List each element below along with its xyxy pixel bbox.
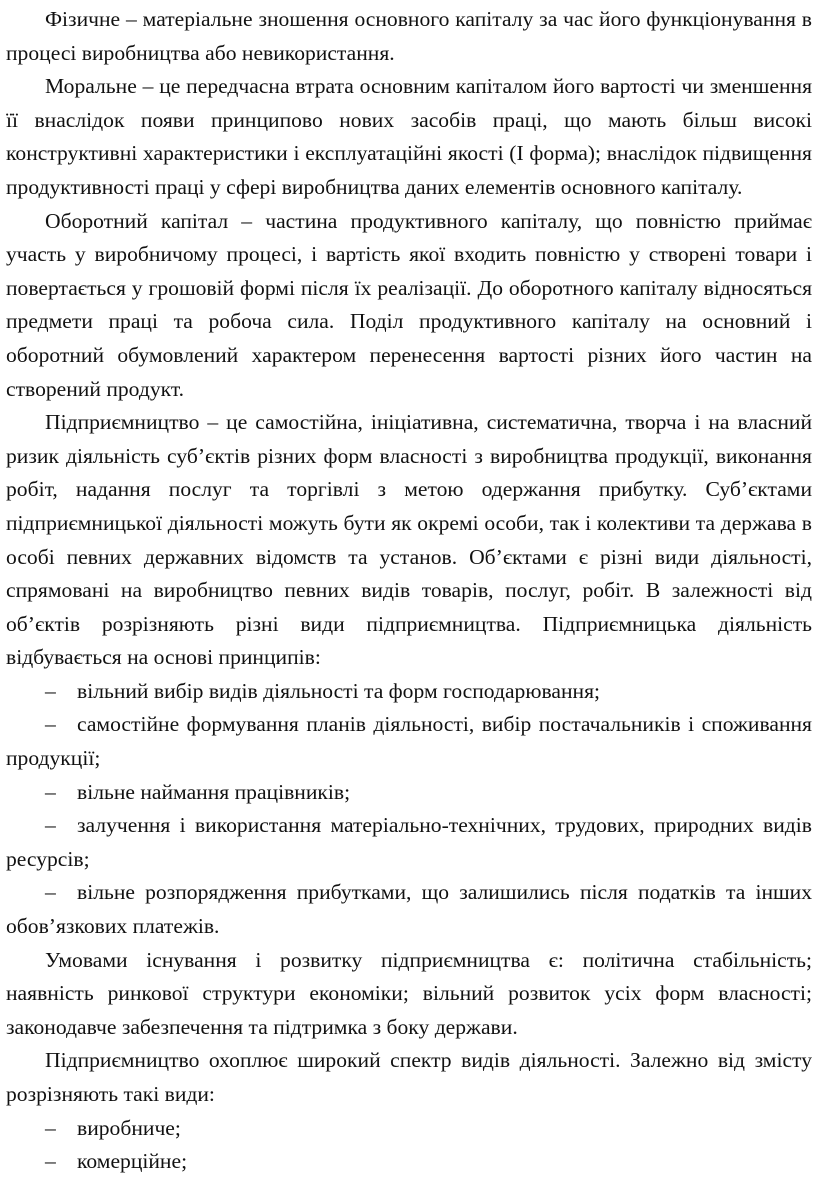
list-item xyxy=(6,1145,812,1179)
list-item-text: виробниче; xyxy=(77,1115,181,1140)
list-item xyxy=(6,809,812,876)
list-item xyxy=(6,708,812,775)
list-item xyxy=(6,776,812,810)
list-item-text: вільне наймання працівників; xyxy=(77,779,351,804)
dash-marker: – xyxy=(45,1115,56,1140)
paragraph-physical-wear: Фізичне – матеріальне зношення основного капіталу за час його функціонування в процесі виробництва або невикористання. xyxy=(6,7,812,65)
paragraph-moral-wear: Моральне – це передчасна втрата основним капіталом його вартості чи зменшення її внаслідок появи принципово нових засобів праці, що мають більш високі конструктивні характеристики і експлуатаційні якості (І форма); внаслідок підвищення продуктивності праці у сфері виробництва даних елементів основного капіталу. xyxy=(6,74,812,199)
dash-marker: – xyxy=(45,779,56,804)
list-item-text: самостійне формування планів діяльності, вибір постачальників і споживання продукції; xyxy=(6,712,812,771)
dash-marker: – xyxy=(45,678,56,703)
paragraph-types-intro: Підприємництво охоплює широкий спектр видів діяльності. Залежно від змісту розрізняють такі види: xyxy=(6,1048,812,1106)
paragraph-working-capital: Оборотний капітал – частина продуктивного капіталу, що повністю приймає участь у виробничому процесі, і вартість якої входить повністю у створені товари і повертається у грошовій формі після їх реалізації. До оборотного капіталу відносяться предмети праці та робоча сила. Поділ продуктивного капіталу на основний і оборотний обумовлений характером перенесення вартості різних його частин на створений продукт. xyxy=(6,208,812,401)
list-item xyxy=(6,1112,812,1146)
list-item-text: залучення і використання матеріально-технічних, трудових, природних видів ресурсів; xyxy=(6,813,812,871)
list-item xyxy=(6,876,812,943)
dash-marker: – xyxy=(45,1149,56,1174)
list-item-text: вільне розпорядження прибутками, що залишились після податків та інших обов’язкових платежів. xyxy=(6,880,812,939)
dash-marker: – xyxy=(45,880,56,905)
paragraph-entrepreneurship: Підприємництво – це самостійна, ініціативна, систематична, творча і на власний ризик діяльність суб’єктів різних форм власності з виробництва продукції, виконання робіт, надання послуг та торгівлі з метою одержання прибутку. Суб’єктами підприємницької діяльності можуть бути як окремі особи, так і колективи та держава в особі певних державних відомств та установ. Об’єктами є різні види діяльності, спрямовані на виробництво певних видів товарів, послуг, робіт. В залежності від об’єктів розрізняють різні види підприємництва. Підприємницька діяльність відбувається на основі принципів: xyxy=(6,410,812,670)
principles-list xyxy=(6,675,812,944)
paragraph-conditions: Умовами існування і розвитку підприємництва є: політична стабільність; наявність ринкової структури економіки; вільний розвиток усіх форм власності; законодавче забезпечення та підтримка з боку держави. xyxy=(6,947,812,1039)
types-list xyxy=(6,1112,812,1179)
dash-marker: – xyxy=(45,813,56,838)
dash-marker: – xyxy=(45,712,56,737)
list-item xyxy=(6,675,812,709)
list-item-text: комерційне; xyxy=(77,1149,188,1174)
list-item-text: вільний вибір видів діяльності та форм господарювання; xyxy=(77,678,601,703)
